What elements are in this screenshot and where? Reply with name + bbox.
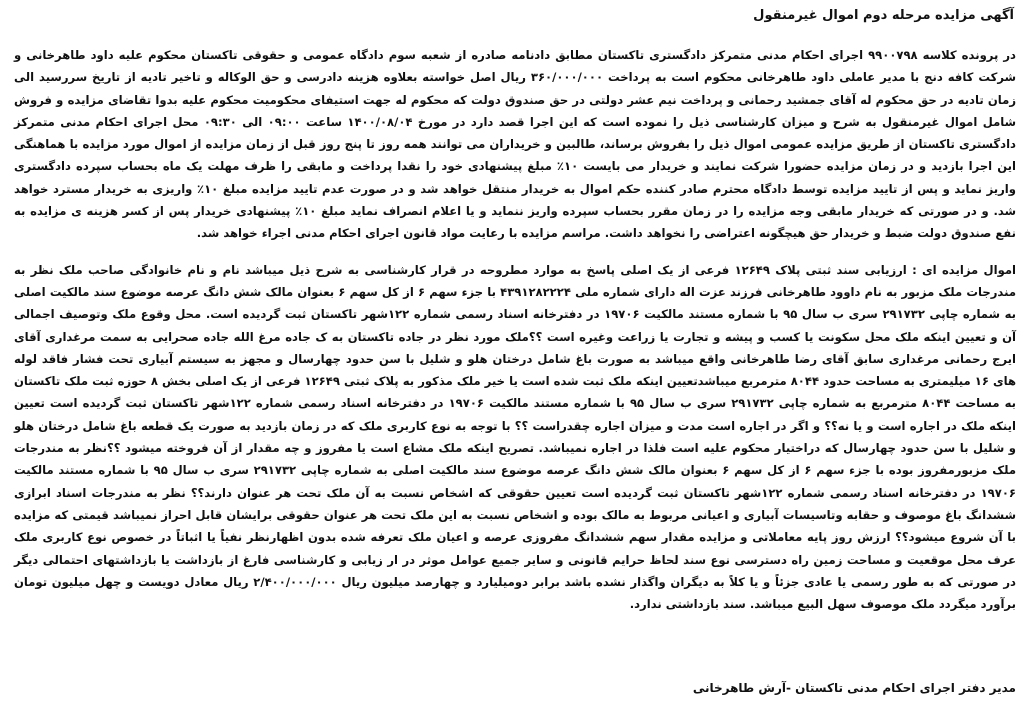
notice-paragraph-property: اموال مزایده ای : ارزیابی سند ثبتی پلاک ۱۲۶۴۹ فرعی از یک اصلی پاسخ به موارد مطروحه در قرار کارشناسی به شرح ذیل میباشد نام و نام خانوادگی صاحب ملک نظر به مندرجات ملک مزبور به نام داوود طاهرخانی فرزند عزت اله دارای شماره ملی ۴۳۹۱۲۸۲۲۲۴ با جزء سهم ۶ از کل سهم ۶ بعنوان مالک شش دانگ عرصه موضوع سند مالکیت اصلی به شماره چاپی ۲۹۱۷۳۲ سری ب سال ۹۵ با شماره مستند مالکیت ۱۹۷۰۶ در دفترخانه اسناد رسمی شماره ۱۲۲شهر تاکستان ثبت گردیده است. محل وقوع ملک وتوصیف اجمالی آن و تعیین اینکه ملک محل سکونت یا کسب و پیشه و تجارت یا زراعت وغیره است ؟؟ملک مورد نظر در جاده تاکستان به ک جاده مرغ الله جاده صحرایی به سمت مرغداری آقای ایرج رحمانی مرغداری سابق آقای رضا طاهرخانی واقع میباشد به صورت باغ شامل درختان هلو و شلیل با سن حدود چهارسال و مجهز به سیستم آبیاری تحت فشار فاقد لوله های ۱۶ میلیمتری به مساحت حدود ۸۰۴۴ مترمربع میباشدتعیین اینکه ملک ثبت شده است یا خیر ملک مذکور به پلاک ثبتی ۱۲۶۴۹ فرعی از یک اصلی بخش ۸ حوزه ثبت ملک تاکستان به مساحت ۸۰۴۴ مترمربع به شماره چاپی ۲۹۱۷۳۲ سری ب سال ۹۵ با شماره مستند مالکیت ۱۹۷۰۶ در دفترخانه اسناد رسمی شماره ۱۲۲شهر تاکستان ثبت گردیده است تعیین اینکه ملک در اجاره است و یا نه؟؟ و اگر در اجاره است مدت و میزان اجاره چقدراست ؟؟ با توجه به نوع کاربری ملک که در زمان بازدید به صورت یک قطعه باغ شامل درختان هلو و شلیل با سن حدود چهارسال که دراختیار محکوم علیه است فلذا در اجاره نمیباشد. تصریح اینکه ملک مشاع است یا مفروز و چه مقدار از آن فروخته میشود ؟؟نظر به مندرجات ملک مزبورمفروز بوده با جزء سهم ۶ از کل سهم ۶ بعنوان مالک شش دانگ عرصه موضوع سند مالکیت اصلی به شماره چاپی ۲۹۱۷۳۲ سری ب سال ۹۵ با شماره مستند مالکیت ۱۹۷۰۶ در دفترخانه اسناد رسمی شماره ۱۲۲شهر تاکستان ثبت گردیده است تعیین حقوقی که اشخاص نسبت به آن ملک تحت هر عنوان دارند؟؟ نظر به مندرجات اسناد ابرازی ششدانگ باغ موصوف و حقابه وتاسیسات آبیاری و اعیانی مربوط به مالک بوده و اشخاص نسبت به این ملک تحت هر عنوان حقوقی برایشان قابل احراز نمیباشد قیمتی که مزایده با آن شروع میشود؟؟ ارزش روز پایه معاملاتی و مزایده مقدار سهم ششدانگ مفروزی عرصه و اعیان ملک تعرفه شده بدون اظهارنظر نفیاً یا اثباتاً در خصوص نوع کاربری ملک عرف محل موقعیت و مساحت زمین راه دسترسی نوع سند لحاظ حرایم قانونی و سایر جمیع عوامل موثر در ار زیابی و کارشناسی فارغ از بازداشت یا بازداشتهای احتمالی دیگر در صورتی که به طور رسمی یا عادی جزئاً و یا کلاً به دیگران واگذار نشده باشد برابر دومیلیارد و چهارصد میلیون ریال ۲/۴۰۰/۰۰۰/۰۰۰ ریال معادل دویست و چهل میلیون تومان برآورد میگردد ملک موصوف سهل البیع میباشد. سند بازداشتی ندارد.	[14, 262, 1017, 612]
notice-signature: مدیر دفتر اجرای احکام مدنی تاکستان -آرش طاهرخانی	[692, 681, 1016, 695]
notice-paragraph-case: در پرونده کلاسه ۹۹۰۰۷۹۸ اجرای احکام مدنی متمرکز دادگستری تاکستان مطابق دادنامه صادره از شعبه سوم دادگاه عمومی و حقوقی تاکستان محکوم علیه داود طاهرخانی و شرکت کافه دنج با مدیر عاملی داود طاهرخانی محکوم است به پرداخت ۳۶۰/۰۰۰/۰۰۰ ریال اصل خواسته بعلاوه هزینه دادرسی و حق الوکاله و تاخیر تادیه از تاریخ سررسید الی زمان تادیه در حق محکوم له آقای جمشید رحمانی و پرداخت نیم عشر دولتی در حق صندوق دولت که محکوم له جهت استیفای محکومیت محکوم علیه بدوا تقاضای مزایده و فروش شامل اموال غیرمنقول به شرح و میزان کارشناسی ذیل را نموده است که این اجرا قصد دارد در مورخ ۱۴۰۰/۰۸/۰۴ ساعت ۰۹:۰۰ الی ۰۹:۳۰ محل اجرای احکام مدنی متمرکز دادگستری تاکستان از طریق مزایده عمومی اموال ذیل را بفروش برساند، طالبین و خریداران می توانند همه روز تا پنج روز قبل از زمان مزایده از اموال مورد مزایده با هماهنگی این اجرا بازدید و در زمان مزایده حضورا شرکت نمایند و خریدار می بایست ۱۰٪ مبلغ پیشنهادی خود را نقدا پرداخت و مابقی را ظرف مهلت یک ماه بحساب سپرده دادگستری واریز نماید و پس از تایید مزایده توسط دادگاه محترم صادر کننده حکم اموال به خریدار منتقل خواهد شد و در صورت عدم تایید مزایده مبلغ ۱۰٪ واریزی به خریدار مسترد خواهد شد. و در صورتی که خریدار مابقی وجه مزایده را در زمان مقرر بحساب سپرده واریز ننماید و یا اعلام انصراف نماید مبلغ ۱۰٪ پیشنهادی خریدار پس از کسر هزینه ی مزایده به نفع صندوق دولت ضبط و خریدار حق هیچگونه اعتراضی را نخواهد داشت. مراسم مزایده با رعایت مواد قانون اجرای احکام مدنی اجراء خواهد شد.	[14, 48, 1016, 241]
notice-title: آگهی مزایده مرحله دوم اموال غیرمنقول	[753, 8, 1014, 23]
